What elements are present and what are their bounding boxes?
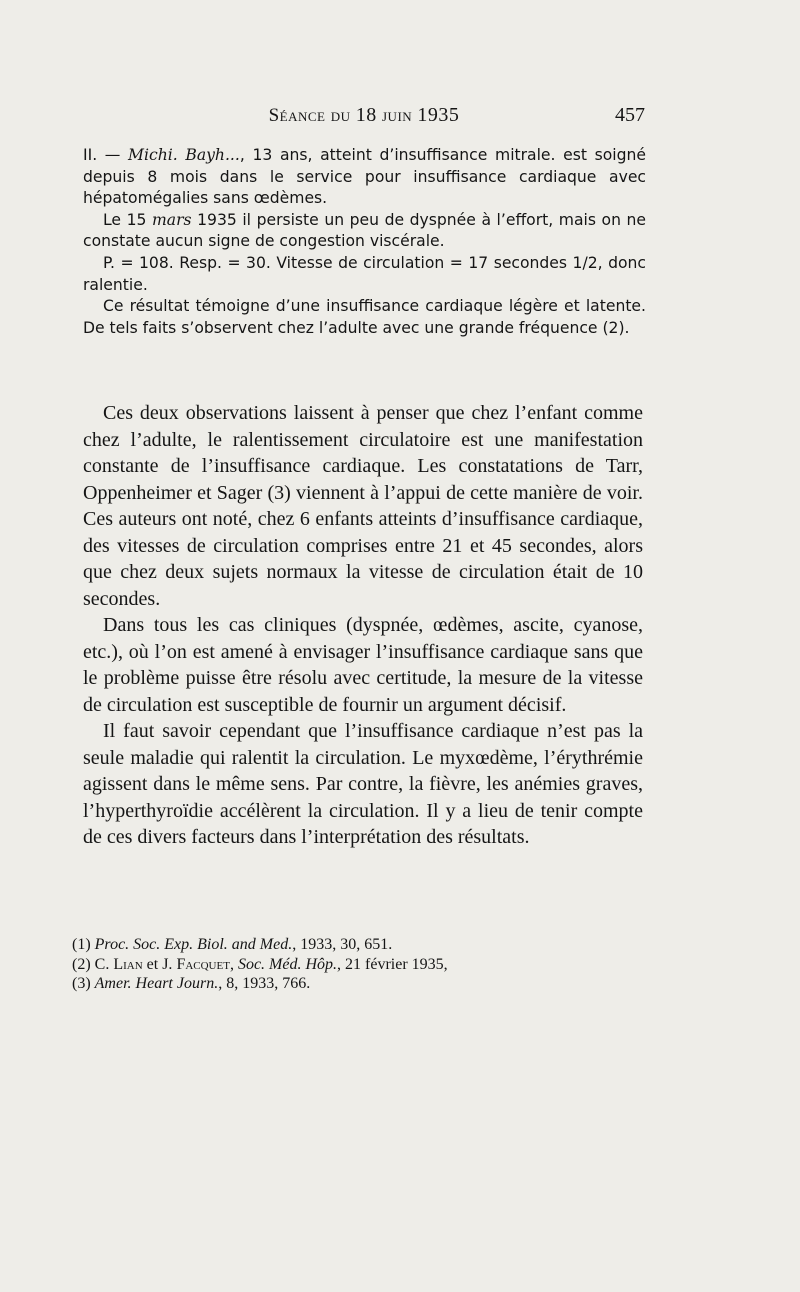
case-paragraph-3: P. = 108. Resp. = 30. Vitesse de circulation = 17 secondes 1/2, donc ralentie. <box>83 253 646 294</box>
footnote-3 <box>72 974 632 994</box>
footnote-mark: (1) <box>72 936 95 953</box>
title-year: 1935 <box>417 104 460 126</box>
case-month: mars <box>151 210 192 229</box>
author-name: Facquet <box>176 955 230 973</box>
case-text: Le 15 <box>103 210 152 229</box>
footnotes <box>72 935 632 994</box>
journal-name: Proc. Soc. Exp. Biol. and Med. <box>94 936 293 953</box>
title-day: 18 <box>355 104 377 126</box>
page-number: 457 <box>615 104 645 126</box>
main-text <box>83 400 643 851</box>
body-paragraph-3: Il faut savoir cependant que l’insuffisance cardiaque n’est pas la seule maladie qui ralentit la circulation. Le myxœdème, l’érythrémie agissent dans le même sens. Par contre, la fièvre, les anémies graves, l’hyperthyroïdie accélèrent la circulation. Il y a lieu de tenir compte de ces divers facteurs dans l’interprétation des résultats. <box>83 720 643 848</box>
case-report <box>83 145 646 339</box>
session-title <box>83 104 615 127</box>
author-name: Lian <box>113 955 143 973</box>
footnote-2 <box>72 955 632 975</box>
case-text: 1935 il persiste un peu de dyspnée à l’effort, mais on ne constate aucun signe de congestion viscérale. <box>83 210 647 251</box>
case-paragraph-2 <box>83 210 646 253</box>
footnote-1 <box>72 935 632 955</box>
title-part: Séance du <box>268 105 356 126</box>
citation-details: , 1933, 30, 651. <box>292 936 393 953</box>
running-header <box>83 104 645 134</box>
body-paragraph-1: Ces deux observations laissent à penser que chez l’enfant comme chez l’adulte, le ralentissement circulatoire est une manifestation constante de l’insuffisance cardiaque. Les constatations de Tarr, Oppenheimer et Sager (3) viennent à l’appui de cette manière de voir. Ces auteurs ont noté, chez 6 enfants atteints d’insuffisance cardiaque, des vitesses de circulation comprises entre 21 et 45 secondes, alors que chez deux sujets normaux la vitesse de circulation était de 10 secondes. <box>83 402 643 610</box>
case-text: , 13 ans, atteint d’insuffisance mitrale. est soigné depuis 8 mois dans le service pour insuffisance cardiaque avec hépatomégalies sans œdèmes. <box>83 146 646 208</box>
case-paragraph-4: Ce résultat témoigne d’une insuffisance cardiaque légère et latente. De tels faits s’observent chez l’adulte avec une grande fréquence (2). <box>83 297 646 337</box>
body-paragraph-2: Dans tous les cas cliniques (dyspnée, œdèmes, ascite, cyanose, etc.), où l’on est amené à envisager l’insuffisance cardiaque sans que le problème puisse être résolu avec certitude, la mesure de la vitesse de circulation est susceptible de fournir un argument décisif. <box>83 614 643 716</box>
journal-name: Soc. Méd. Hôp. <box>237 955 338 973</box>
title-month: juin <box>376 105 418 126</box>
citation-details: , 21 février 1935, <box>337 955 448 973</box>
case-label: II. — <box>83 146 129 164</box>
citation-text: et J. <box>142 955 177 973</box>
citation-text: , <box>229 955 238 973</box>
patient-name: Michi. Bayh... <box>128 146 240 164</box>
footnote-mark: (3) <box>72 975 95 992</box>
journal-name: Amer. Heart Journ. <box>94 975 219 992</box>
case-paragraph-1 <box>83 145 646 210</box>
citation-details: , 8, 1933, 766. <box>218 975 311 992</box>
footnote-mark: (2) C. <box>72 955 114 973</box>
